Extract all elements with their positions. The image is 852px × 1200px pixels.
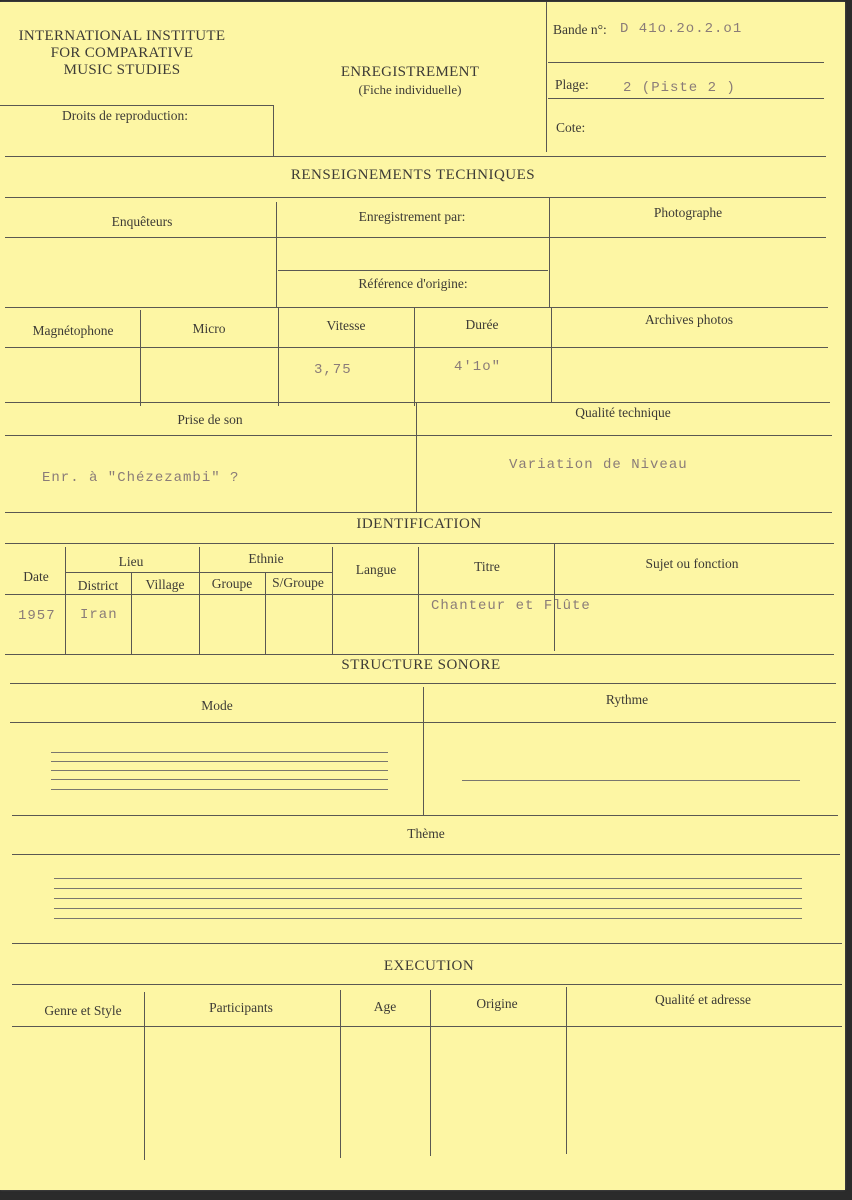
form-title: ENREGISTREMENT — [340, 64, 480, 80]
rule — [65, 547, 66, 655]
rule — [12, 943, 842, 944]
micro-label: Micro — [192, 321, 226, 336]
ethnie-label: Ethnie — [248, 551, 284, 566]
age-label: Age — [373, 999, 397, 1014]
rule — [5, 402, 830, 403]
rule — [265, 573, 266, 655]
institute-line-1: INTERNATIONAL INSTITUTE — [18, 28, 226, 44]
rule — [12, 815, 838, 816]
rule — [199, 547, 200, 655]
rule — [12, 854, 840, 855]
rule — [276, 202, 277, 307]
rule — [5, 435, 832, 436]
staff-line — [54, 918, 802, 919]
rule — [5, 347, 828, 348]
lieu-label: Lieu — [118, 554, 144, 569]
date-value: 1957 — [18, 608, 56, 624]
genre-label: Genre et Style — [44, 1003, 122, 1018]
institute-line-3: MUSIC STUDIES — [63, 62, 181, 78]
duree-value: 4'1o" — [454, 359, 502, 375]
rule — [548, 98, 824, 99]
form-subtitle: (Fiche individuelle) — [358, 82, 462, 97]
rule — [5, 237, 826, 238]
staff-line — [54, 898, 802, 899]
rythme-label: Rythme — [605, 692, 649, 707]
rule — [5, 156, 826, 157]
vitesse-value: 3,75 — [314, 362, 352, 378]
archives-photos-label: Archives photos — [644, 312, 734, 327]
rule — [278, 307, 279, 406]
rule — [0, 105, 273, 106]
rule — [5, 197, 826, 198]
rule — [144, 992, 145, 1160]
titre-label: Titre — [474, 559, 500, 574]
staff-line — [51, 779, 388, 780]
magnetophone-label: Magnétophone — [32, 323, 114, 338]
bande-value: D 41o.2o.2.o1 — [620, 21, 743, 37]
rhythm-line — [462, 780, 800, 781]
rule — [418, 547, 419, 655]
bande-label: Bande n°: — [553, 22, 607, 37]
theme-label: Thème — [407, 826, 445, 841]
district-value: Iran — [80, 607, 118, 623]
rule — [5, 654, 834, 655]
rule — [549, 197, 550, 307]
technical-title: RENSEIGNEMENTS TECHNIQUES — [290, 167, 536, 183]
rule — [414, 307, 415, 406]
rule — [10, 722, 836, 723]
rule — [5, 512, 832, 513]
rule — [5, 307, 828, 308]
staff-line — [54, 878, 802, 879]
sgroupe-label: S/Groupe — [272, 575, 324, 590]
qualite-value: Variation de Niveau — [509, 457, 688, 473]
institute-line-2: FOR COMPARATIVE — [50, 45, 194, 61]
duree-label: Durée — [465, 317, 499, 332]
sujet-label: Sujet ou fonction — [645, 556, 739, 571]
langue-label: Langue — [355, 562, 397, 577]
rule — [332, 547, 333, 655]
rule — [140, 310, 141, 406]
staff-line — [51, 789, 388, 790]
date-label: Date — [23, 569, 49, 584]
rule — [548, 62, 824, 63]
plage-value: 2 (Piste 2 ) — [623, 80, 736, 96]
mode-label: Mode — [201, 698, 233, 713]
structure-title: STRUCTURE SONORE — [341, 657, 501, 673]
cote-label: Cote: — [556, 120, 586, 135]
titre-value: Chanteur et Flûte — [431, 598, 591, 614]
rule — [131, 573, 132, 655]
rule — [66, 572, 332, 573]
enqueteurs-label: Enquêteurs — [111, 214, 173, 229]
rule — [551, 307, 552, 402]
village-label: Village — [145, 577, 185, 592]
rule — [416, 402, 417, 512]
staff-line — [51, 770, 388, 771]
origine-label: Origine — [476, 996, 518, 1011]
rule — [5, 594, 834, 595]
reference-label: Référence d'origine: — [358, 276, 468, 291]
header-divider — [546, 2, 547, 152]
rule — [554, 543, 555, 651]
staff-line — [54, 908, 802, 909]
vitesse-label: Vitesse — [326, 318, 366, 333]
rule — [340, 990, 341, 1158]
staff-line — [51, 752, 388, 753]
prise-value: Enr. à "Chézezambi" ? — [42, 470, 240, 486]
staff-line — [51, 761, 388, 762]
identification-title: IDENTIFICATION — [356, 516, 482, 532]
plage-label: Plage: — [555, 77, 589, 92]
participants-label: Participants — [209, 1000, 273, 1015]
qualite-adresse-label: Qualité et adresse — [655, 992, 751, 1007]
rule — [278, 270, 548, 271]
rule — [10, 683, 836, 684]
institute-name — [0, 28, 246, 79]
rule — [423, 687, 424, 815]
enregistrement-par-label: Enregistrement par: — [358, 209, 466, 224]
staff-line — [54, 888, 802, 889]
district-label: District — [77, 578, 119, 593]
rule — [12, 984, 842, 985]
rights-label: Droits de reproduction: — [62, 108, 188, 123]
rule — [566, 987, 567, 1154]
qualite-technique-label: Qualité technique — [575, 405, 671, 420]
record-card — [0, 2, 845, 1190]
rule — [273, 105, 274, 157]
rule — [5, 543, 834, 544]
execution-title: EXECUTION — [383, 958, 475, 974]
rule — [12, 1026, 842, 1027]
prise-de-son-label: Prise de son — [177, 412, 243, 427]
groupe-label: Groupe — [211, 576, 253, 591]
photographe-label: Photographe — [653, 205, 723, 220]
rule — [430, 990, 431, 1156]
